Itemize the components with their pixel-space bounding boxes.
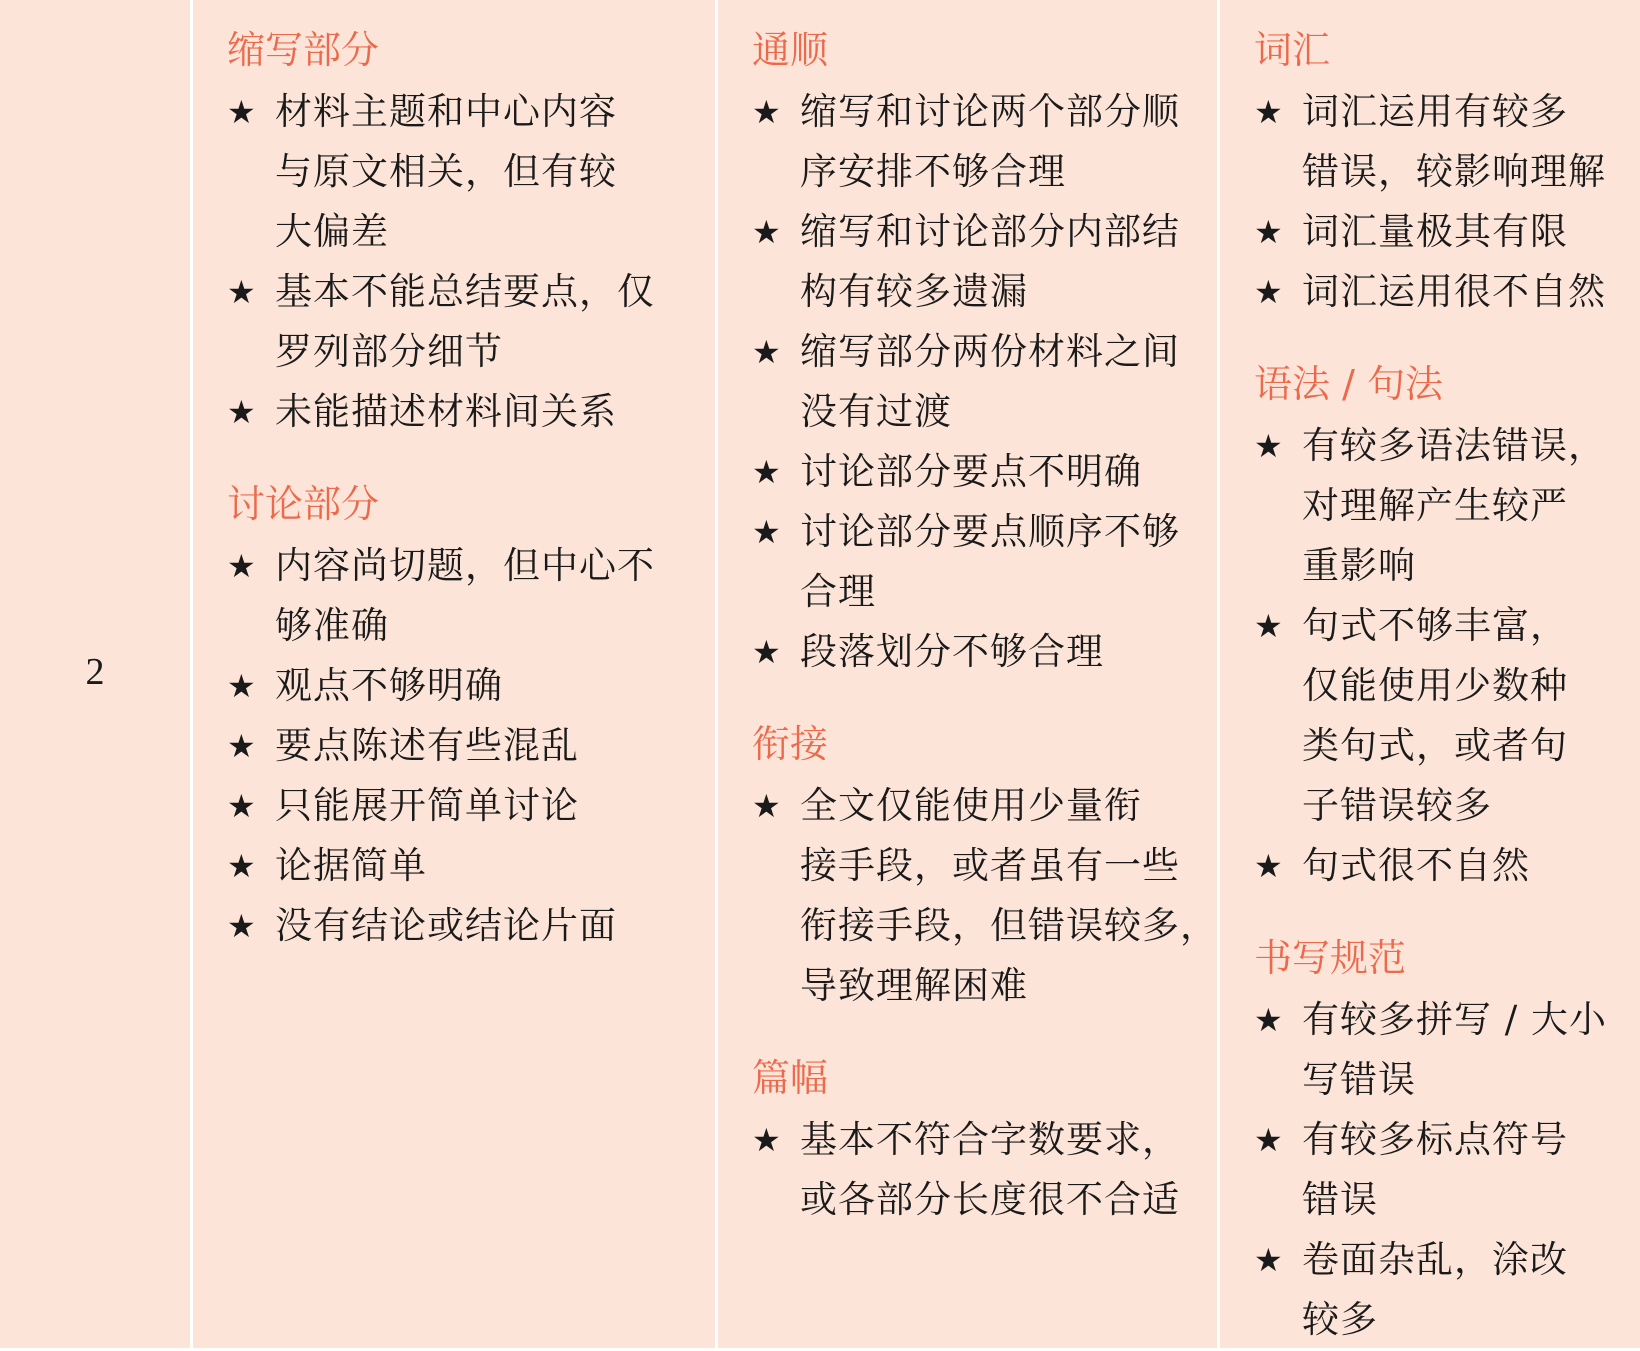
criterion-text: 内容尚切题，但中心不 <box>275 544 655 587</box>
star-bullet-icon: ★ <box>1254 93 1284 131</box>
criterion-text: 或各部分长度很不合适 <box>800 1178 1180 1221</box>
star-bullet-icon: ★ <box>227 393 257 431</box>
criterion-text: 构有较多遗漏 <box>800 270 1028 313</box>
star-bullet-icon: ★ <box>1254 273 1284 311</box>
criterion-text: 段落划分不够合理 <box>800 630 1104 673</box>
star-bullet-icon: ★ <box>1254 1121 1284 1159</box>
criterion-text: 类句式，或者句 <box>1302 724 1568 767</box>
criterion-text: 论据简单 <box>275 844 427 887</box>
criterion-item <box>1254 1110 1640 1230</box>
criterion-item <box>227 82 715 262</box>
criterion-text: 材料主题和中心内容 <box>275 90 617 133</box>
criterion-text: 错误 <box>1302 1178 1378 1221</box>
criterion-item <box>752 776 1217 1016</box>
criterion-text: 句式很不自然 <box>1302 844 1530 887</box>
section-heading: 缩写部分 <box>227 28 380 72</box>
criterion-text: 大偏差 <box>275 210 389 253</box>
star-bullet-icon: ★ <box>752 333 782 371</box>
criterion-item <box>752 322 1217 442</box>
criterion-item <box>752 202 1217 322</box>
column-organization <box>715 0 1217 1348</box>
criterion-item <box>227 776 715 836</box>
criterion-item <box>227 896 715 956</box>
section-heading: 讨论部分 <box>227 482 380 526</box>
criterion-text: 观点不够明确 <box>275 664 503 707</box>
column-content <box>190 0 715 1348</box>
criterion-text: 全文仅能使用少量衔 <box>800 784 1142 827</box>
score-value: 2 <box>85 651 105 693</box>
criterion-text: 序安排不够合理 <box>800 150 1066 193</box>
criterion-item <box>1254 1230 1640 1350</box>
star-bullet-icon: ★ <box>227 93 257 131</box>
star-bullet-icon: ★ <box>752 787 782 825</box>
score-column <box>0 0 190 1348</box>
criterion-text: 够准确 <box>275 604 389 647</box>
star-bullet-icon: ★ <box>1254 1241 1284 1279</box>
criterion-text: 缩写和讨论两个部分顺 <box>800 90 1180 133</box>
star-bullet-icon: ★ <box>752 633 782 671</box>
criterion-text: 讨论部分要点不明确 <box>800 450 1142 493</box>
section-heading: 语法 / 句法 <box>1254 362 1443 406</box>
criterion-text: 对理解产生较严 <box>1302 484 1568 527</box>
criterion-text: 只能展开简单讨论 <box>275 784 579 827</box>
star-bullet-icon: ★ <box>1254 1001 1284 1039</box>
column-language <box>1217 0 1640 1348</box>
criterion-text: 讨论部分要点顺序不够 <box>800 510 1180 553</box>
criterion-item <box>1254 836 1640 896</box>
criterion-text: 有较多语法错误， <box>1302 424 1606 467</box>
section-heading: 衔接 <box>752 722 829 766</box>
star-bullet-icon: ★ <box>1254 607 1284 645</box>
criterion-text: 基本不符合字数要求， <box>800 1118 1180 1161</box>
section-heading: 词汇 <box>1254 28 1331 72</box>
criterion-text: 缩写部分两份材料之间 <box>800 330 1180 373</box>
criterion-text: 词汇运用有较多 <box>1302 90 1568 133</box>
star-bullet-icon: ★ <box>227 547 257 585</box>
star-bullet-icon: ★ <box>227 907 257 945</box>
section-heading: 篇幅 <box>752 1056 829 1100</box>
star-bullet-icon: ★ <box>752 513 782 551</box>
criterion-item <box>752 502 1217 622</box>
section-heading: 通顺 <box>752 28 829 72</box>
star-bullet-icon: ★ <box>227 787 257 825</box>
star-bullet-icon: ★ <box>1254 213 1284 251</box>
criterion-text: 合理 <box>800 570 876 613</box>
criterion-item <box>1254 596 1640 836</box>
star-bullet-icon: ★ <box>752 453 782 491</box>
criterion-text: 重影响 <box>1302 544 1416 587</box>
criterion-text: 仅能使用少数种 <box>1302 664 1568 707</box>
criterion-item <box>752 1110 1217 1230</box>
criterion-item <box>227 382 715 442</box>
criterion-text: 句式不够丰富， <box>1302 604 1568 647</box>
star-bullet-icon: ★ <box>227 667 257 705</box>
criterion-item <box>227 716 715 776</box>
criterion-text: 未能描述材料间关系 <box>275 390 617 433</box>
criterion-text: 写错误 <box>1302 1058 1416 1101</box>
criterion-text: 导致理解困难 <box>800 964 1028 1007</box>
star-bullet-icon: ★ <box>752 1121 782 1159</box>
star-bullet-icon: ★ <box>227 847 257 885</box>
criterion-item <box>1254 990 1640 1110</box>
criterion-item <box>1254 202 1640 262</box>
criterion-text: 有较多拼写 / 大小 <box>1302 998 1607 1041</box>
criterion-text: 词汇运用很不自然 <box>1302 270 1606 313</box>
star-bullet-icon: ★ <box>227 273 257 311</box>
criterion-item <box>752 622 1217 682</box>
criterion-text: 有较多标点符号 <box>1302 1118 1568 1161</box>
criterion-item <box>227 836 715 896</box>
star-bullet-icon: ★ <box>752 93 782 131</box>
criterion-text: 衔接手段，但错误较多， <box>800 904 1218 947</box>
criterion-item <box>1254 416 1640 596</box>
criterion-item <box>752 82 1217 202</box>
star-bullet-icon: ★ <box>1254 847 1284 885</box>
criterion-text: 错误，较影响理解 <box>1302 150 1606 193</box>
criterion-text: 没有过渡 <box>800 390 952 433</box>
criterion-text: 要点陈述有些混乱 <box>275 724 579 767</box>
criterion-text: 卷面杂乱，涂改 <box>1302 1238 1568 1281</box>
criterion-text: 与原文相关，但有较 <box>275 150 617 193</box>
criterion-item <box>227 536 715 656</box>
criterion-item <box>752 442 1217 502</box>
star-bullet-icon: ★ <box>1254 427 1284 465</box>
criterion-text: 接手段，或者虽有一些 <box>800 844 1180 887</box>
criterion-item <box>227 262 715 382</box>
criterion-text: 词汇量极其有限 <box>1302 210 1568 253</box>
criterion-text: 罗列部分细节 <box>275 330 503 373</box>
criterion-text: 子错误较多 <box>1302 784 1492 827</box>
star-bullet-icon: ★ <box>227 727 257 765</box>
star-bullet-icon: ★ <box>752 213 782 251</box>
criterion-text: 基本不能总结要点，仅 <box>275 270 655 313</box>
section-heading: 书写规范 <box>1254 936 1407 980</box>
criterion-text: 较多 <box>1302 1298 1378 1341</box>
criterion-item <box>1254 262 1640 322</box>
criterion-text: 缩写和讨论部分内部结 <box>800 210 1180 253</box>
criterion-text: 没有结论或结论片面 <box>275 904 617 947</box>
criterion-item <box>1254 82 1640 202</box>
criterion-item <box>227 656 715 716</box>
